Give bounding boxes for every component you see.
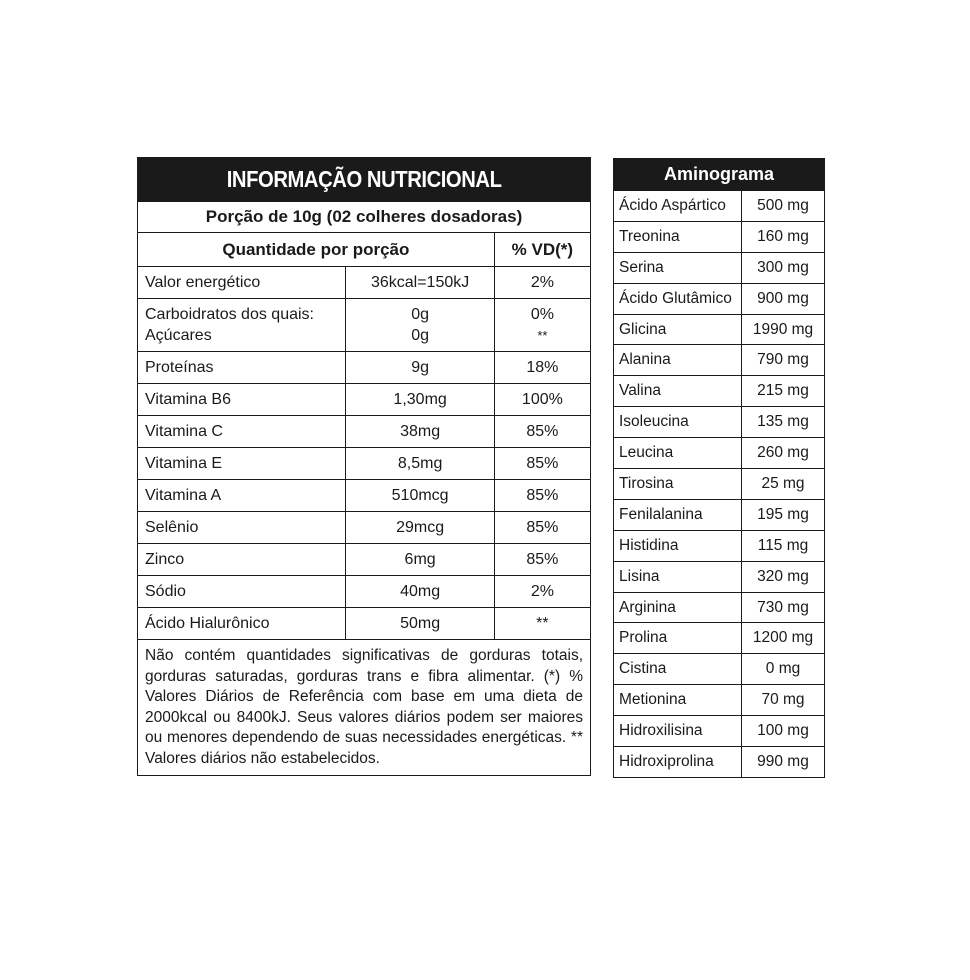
amino-acid-name: Serina [614,252,742,283]
table-row [614,376,825,407]
amino-acid-value: 0 mg [742,654,825,685]
nutrient-name: Sódio [138,576,346,608]
nutrient-name [138,299,346,352]
aminogram-table [613,158,825,778]
portion-size: Porção de 10g (02 colheres dosadoras) [138,202,591,233]
amino-acid-value: 1990 mg [742,314,825,345]
table-row [138,267,591,299]
amino-acid-value: 70 mg [742,685,825,716]
amino-acid-name: Isoleucina [614,407,742,438]
nutrient-daily-value-line2: ** [537,328,548,343]
amino-acid-name: Cistina [614,654,742,685]
nutrient-name-line1: Carboidratos dos quais: [145,306,314,323]
nutrient-name: Vitamina C [138,416,346,448]
nutrition-facts-table [137,157,591,776]
nutrient-quantity: 1,30mg [346,384,494,416]
nutrient-name: Selênio [138,512,346,544]
amino-acid-value: 260 mg [742,438,825,469]
table-row [614,469,825,500]
nutrient-quantity-line2: 0g [411,327,429,344]
amino-acid-value: 900 mg [742,283,825,314]
nutrient-name: Vitamina A [138,480,346,512]
nutrition-footnote: Não contém quantidades significativas de gorduras totais, gorduras saturadas, gorduras trans e fibra alimentar. (*) % Valores Diários de Referência com base em uma dieta de 2000kcal ou 8400kJ. Seus valores diários podem ser maiores ou menores dependendo de suas necessidades energéticas. ** Valores diários não estabelecidos. [138,640,591,776]
nutrient-name: Proteínas [138,352,346,384]
nutrient-name: Vitamina B6 [138,384,346,416]
table-row [614,716,825,747]
nutrient-daily-value-line1: 0% [530,306,554,323]
table-row [138,480,591,512]
amino-acid-value: 730 mg [742,592,825,623]
table-row [138,299,591,352]
amino-acid-name: Hidroxiprolina [614,747,742,778]
nutrient-quantity-line1: 0g [411,306,429,323]
amino-acid-value: 100 mg [742,716,825,747]
table-row [614,191,825,222]
amino-acid-value: 790 mg [742,345,825,376]
amino-acid-value: 25 mg [742,469,825,500]
nutrient-daily-value: 18% [494,352,590,384]
aminogram-rows [614,191,825,778]
nutrition-title: INFORMAÇÃO NUTRICIONAL [138,158,591,202]
nutrient-quantity: 36kcal=150kJ [346,267,494,299]
nutrient-quantity: 40mg [346,576,494,608]
amino-acid-name: Metionina [614,685,742,716]
amino-acid-value: 195 mg [742,499,825,530]
nutrient-quantity: 38mg [346,416,494,448]
nutrient-quantity [346,299,494,352]
amino-acid-value: 990 mg [742,747,825,778]
amino-acid-value: 500 mg [742,191,825,222]
amino-acid-name: Ácido Aspártico [614,191,742,222]
table-row [614,499,825,530]
table-row [614,561,825,592]
amino-acid-name: Treonina [614,221,742,252]
table-row [614,654,825,685]
nutrient-name-line2: Açúcares [145,327,212,344]
amino-acid-name: Ácido Glutâmico [614,283,742,314]
amino-acid-value: 160 mg [742,221,825,252]
nutrient-daily-value: 85% [494,544,590,576]
amino-acid-name: Prolina [614,623,742,654]
amino-acid-value: 135 mg [742,407,825,438]
table-row [138,512,591,544]
table-row [614,221,825,252]
table-row [614,592,825,623]
amino-acid-name: Glicina [614,314,742,345]
amino-acid-name: Arginina [614,592,742,623]
table-row [614,314,825,345]
nutrient-daily-value: ** [494,608,590,640]
header-daily-value: % VD(*) [494,233,590,267]
table-row [138,416,591,448]
nutrient-daily-value: 2% [494,576,590,608]
nutrient-quantity: 50mg [346,608,494,640]
amino-acid-value: 215 mg [742,376,825,407]
nutrient-daily-value: 2% [494,267,590,299]
table-row [614,623,825,654]
nutrient-quantity: 8,5mg [346,448,494,480]
amino-acid-name: Tirosina [614,469,742,500]
amino-acid-name: Lisina [614,561,742,592]
table-row [614,685,825,716]
amino-acid-name: Leucina [614,438,742,469]
nutrient-daily-value [494,299,590,352]
nutrient-daily-value: 85% [494,416,590,448]
nutrient-quantity: 6mg [346,544,494,576]
table-row [614,252,825,283]
nutrient-quantity: 510mcg [346,480,494,512]
amino-acid-name: Hidroxilisina [614,716,742,747]
table-row [614,530,825,561]
table-row [614,345,825,376]
aminogram-title: Aminograma [614,159,825,191]
amino-acid-name: Alanina [614,345,742,376]
amino-acid-name: Histidina [614,530,742,561]
table-row [614,438,825,469]
nutrient-daily-value: 85% [494,512,590,544]
table-row [138,576,591,608]
table-row [138,384,591,416]
nutrient-daily-value: 85% [494,480,590,512]
nutrient-daily-value: 85% [494,448,590,480]
table-row [614,747,825,778]
amino-acid-value: 320 mg [742,561,825,592]
amino-acid-value: 300 mg [742,252,825,283]
nutrient-quantity: 29mcg [346,512,494,544]
amino-acid-name: Fenilalanina [614,499,742,530]
nutrient-quantity: 9g [346,352,494,384]
header-quantity: Quantidade por porção [138,233,495,267]
table-row [138,608,591,640]
table-row [138,544,591,576]
table-row [614,283,825,314]
nutrient-daily-value: 100% [494,384,590,416]
amino-acid-value: 1200 mg [742,623,825,654]
amino-acid-value: 115 mg [742,530,825,561]
nutrient-name: Valor energético [138,267,346,299]
nutrient-name: Vitamina E [138,448,346,480]
nutrient-name: Ácido Hialurônico [138,608,346,640]
table-row [138,352,591,384]
amino-acid-name: Valina [614,376,742,407]
nutrient-name: Zinco [138,544,346,576]
table-row [614,407,825,438]
table-row [138,448,591,480]
